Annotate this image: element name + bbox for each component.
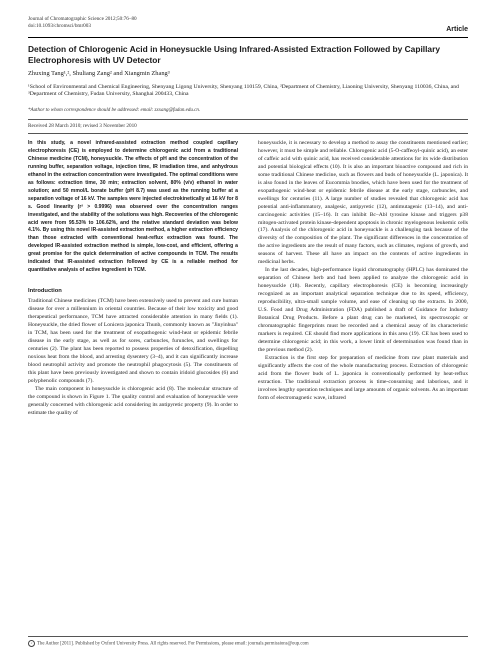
article-page xyxy=(28,16,468,647)
left-column xyxy=(28,140,238,417)
header-rule xyxy=(28,37,468,38)
article-type-label: Article xyxy=(446,26,468,33)
abstract: In this study, a novel infrared-assisted extraction method coupled capillary electrophoresis (CE) is employed to determine chlorogenic acid from a traditional Chinese medicine (TCM), honeysuckle. The effects of pH and the concentration of the running buffer, separation voltage, injection time, IR irradiation time, and anhydrous ethanol in the extraction concentration were investigated. The optimal conditions were as follows: extraction time, 30 min; extraction solvent, 80% (v/v) ethanol in water solution; and 50 mmol/L borate buffer (pH 8.7) was used as the running buffer at a separation voltage of 16 kV. The samples were injected electrokinetically at 16 kV for 8 s. Good linearity (r² > 0.9996) was observed over the concentration ranges investigated, and the stability of the solutions was high. Recoveries of the chlorogenic acid were from 95.53% to 106.62%, and the relative standard deviation was below 4.1%. By using this novel IR-assisted extraction method, a higher extraction efficiency than those extracted with conventional heat-reflux extraction was found. The developed IR-assisted extraction method is simple, low-cost, and efficient, offering a great promise for the quick determination of active compounds in TCM. The results indicated that IR-assisted extraction followed by CE is a reliable method for quantitative analysis of active ingredient in TCM. xyxy=(28,140,238,274)
affiliations: ¹School of Environmental and Chemical Engineering, Shenyang Ligong University, Shenyang 110159, China, ²Department of Chemistry, Liaoning University, Shenyang 110036, China, and ³Department of Chemistry, Fudan University, Shanghai 200433, China xyxy=(28,84,459,98)
section-heading-introduction: Introduction xyxy=(28,288,62,295)
paragraph: Traditional Chinese medicines (TCM) have been extensively used to prevent and cure human disease for over a millennium in oriental countries. Because of their low toxicity and good therapeutical performance, TCM have attracted considerable attention in many fields (1). Honeysuckle, the dried flower of Lonicera japonica Thunb, commonly known as "Jinyinhua" in TCM, has been used for the treatment of exopathogenic wind-heat or epidemic febrile disease in the early stage, as well as for sores, carbuncles, furuncles, and swellings for centuries (2). The plant has been reported to possess properties of detoxification, dispelling noxious heat from the blood, and arresting dysentery (3–4), and it can significantly increase blood neutrophil activity and promote the neutrophil phagocytosis (5). The constituents of this plant have been previously investigated and shown to contain iridoid glucosides (6) and polyphenolic compounds (7). xyxy=(28,298,238,384)
article-title: Detection of Chlorogenic Acid in Honeysuckle Using Infrared-Assisted Extraction Followed by Capillary Electrophoresis with UV Detector xyxy=(28,44,441,65)
divider-rule xyxy=(28,133,468,134)
paragraph: honeysuckle, it is necessary to develop a method to assay the constituents mentioned earlier; however, it must be simple and reliable. Chlorogenic acid (5-O-caffeoyl-quinic acid), an ester of caffeic acid with quinic acid, has received considerable attentions for its wide distribution and potential biological effects (10). It is also an important bioactive compound and rich in some traditional Chinese medicine, such as flowers and buds of honeysuckle (L. japonica). It is also found in the leaves of Eucommia bnodies, which have been used for the treatment of exopathogenic wind-heat or epidemic febrile disease at the early stage, carbuncles, and swellings for centuries (11). A large number of studies revealed that chlorogenic acid has potential anti-inflammatory, analgesic, antipyretic (12), antimutagenic (13–14), and anti-carcinogenic activities (15–16). It can inhibit Bc–Abl tyrosine kinase and triggers p38 mitogen-activated protein kinase-dependent apoptosis in chronic myelogenous leukemic cells (17). Analysis of the chlorogenic acid in honeysuckle is a challenging task because of the diversity of the composition of the plant. The significant differences in the concentration of the active ingredients are the result of many factors, such as climates, regions of growth, and seasons of harvest. These all have an impact on the contents of active ingredients in medicinal herbs. xyxy=(258,140,468,266)
right-column xyxy=(258,140,468,402)
footer-rule xyxy=(28,636,468,637)
paragraph: In the last decades, high-performance liquid chromatography (HPLC) has dominated the separation of Chinese herb and had been applied to analyze the chlorogenic acid in honeysuckle (18). Recently, capillary electrophoresis (CE) is becoming increasingly recognized as an important analytical separation technique due to its speed, efficiency, reproducibility, ultra-small sample volume, and ease of cleaning up the extracts. In 2000, U.S. Food and Drug Administration (FDA) published a draft of Guidance for Industry Botanical Drug Products. Before a plant drug can be marketed, its spectroscopic or chromatographic fingerprints must be recorded and a chemical assay of its characteristic markers is required. CE should find more applications in this area (19). CE has been used to determine chlorogenic acid; in this work, a lower limit of determination was found than in the previous method (2). xyxy=(258,267,468,353)
divider-rule xyxy=(28,119,468,120)
copyright-text: The Author [2011]. Published by Oxford University Press. All rights reserved. For Permissions, please email: journals.permissions@oup.com xyxy=(37,641,309,647)
author-list: Zhuxing Tang¹,², Shuliang Zang² and Xiangmin Zhang³ xyxy=(28,70,170,77)
copyright-icon: c xyxy=(28,640,35,647)
doi-line: doi:10.1093/chromsci/bmr003 xyxy=(28,23,91,29)
copyright-footer xyxy=(28,640,309,647)
journal-citation: Journal of Chromatographic Science 2012;50:76–80 xyxy=(28,16,137,22)
paragraph: Extraction is the first step for preparation of medicine from raw plant materials and significantly affects the cost of the whole manufacturing process. Extraction of chlorogenic acid from the flower buds of L. japonica is conventionally performed by heat-reflux extraction. The traditional extraction process is time-consuming and laborious, and it involves lengthy operation techniques and large amounts of organic solvents. As an important form of electromagnetic wave, infrared xyxy=(258,354,468,401)
paragraph: The main component in honeysuckle is chlorogenic acid (8). The molecular structure of the compound is shown in Figure 1. The quality control and evaluation of honeysuckle were generally concerned with chlorogenic acid considering its antipyretic property (9). In order to estimate the quality of xyxy=(28,385,238,416)
received-dates: Received 28 March 2010; revised 3 November 2010 xyxy=(28,123,137,129)
correspondence-note: *Author to whom correspondence should be addressed: email: zxxang@fudan.edu.cn. xyxy=(28,108,201,113)
